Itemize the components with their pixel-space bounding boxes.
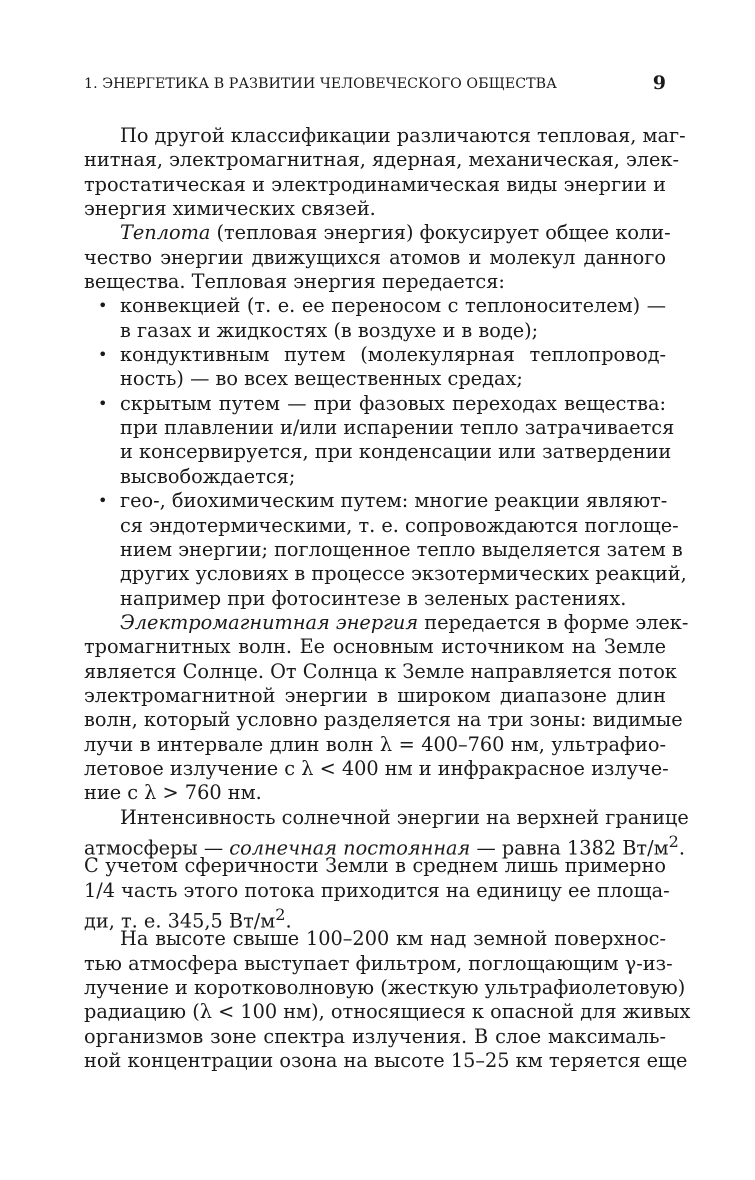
text-run: гео-, биохимическим путем: многие реакции являют-	[120, 489, 668, 513]
text-line	[84, 830, 685, 860]
text-line	[84, 392, 666, 416]
text-line	[84, 294, 666, 318]
list-item	[84, 343, 666, 392]
term-solar-constant: солнечная постоянная	[229, 836, 471, 860]
text-line: организмов зоне спектра излучения. В слое максималь-	[84, 1024, 666, 1048]
text-line: и консервируется, при конденсации или затвердении	[120, 440, 672, 464]
list-item	[84, 391, 675, 489]
bullet-icon: •	[98, 393, 108, 413]
text-line: На высоте свыше 100–200 км над земной поверхнос-	[120, 927, 666, 951]
text-run: передается в форме элек-	[418, 610, 689, 634]
text-run: конвекцией (т. е. ее переносом с теплоносителем) —	[120, 294, 666, 318]
text-line: тью атмосфера выступает фильтром, поглощающим γ-из-	[84, 951, 673, 975]
text-line	[84, 903, 666, 933]
paragraph-classification	[84, 124, 686, 221]
paragraph-solar-constant	[84, 805, 689, 933]
text-line: лучение и коротковолновую (жесткую ультрафиолетовую)	[84, 976, 686, 1000]
text-line: 1/4 часть этого потока приходится на единицу ее площа-	[84, 878, 670, 902]
text-line	[84, 343, 666, 367]
text-line: электромагнитной энергии в широком диапазоне длин	[84, 683, 666, 707]
text-run: — равна 1382 Вт/м	[470, 836, 669, 860]
list-item	[84, 489, 687, 611]
term-heat: Теплота	[120, 221, 211, 245]
text-line: например при фотосинтезе в зеленых растениях.	[120, 586, 627, 610]
text-line: в газах и жидкостях (в воздухе и в воде);	[120, 318, 539, 342]
bullet-icon: •	[98, 345, 108, 365]
text-line: нитная, электромагнитная, ядерная, механическая, элек-	[84, 148, 679, 172]
body-text	[84, 124, 691, 1073]
text-line: чество энергии движущихся атомов и молекул данного	[84, 245, 666, 269]
text-run: (тепловая энергия) фокусирует общее коли-	[210, 221, 671, 245]
text-line: С учетом сферичности Земли в среднем лишь примерно	[84, 854, 666, 878]
text-line: нием энергии; поглощенное тепло выделяется затем в	[120, 537, 683, 561]
text-line: летовое излучение с λ < 400 нм и инфракрасное излуче-	[84, 756, 669, 780]
text-line: Интенсивность солнечной энергии на верхней границе	[120, 805, 689, 829]
text-line: вещества. Тепловая энергия передается:	[84, 270, 505, 294]
paragraph-electromagnetic	[84, 610, 689, 806]
text-line: энергия химических связей.	[84, 197, 376, 221]
term-electromagnetic-energy: Электромагнитная энергия	[120, 610, 419, 634]
superscript: 2	[668, 831, 679, 851]
running-header	[84, 72, 666, 96]
text-run: атмосферы —	[84, 836, 230, 860]
text-run: .	[678, 836, 685, 860]
chapter-title: 1. ЭНЕРГЕТИКА В РАЗВИТИИ ЧЕЛОВЕЧЕСКОГО ОБЩЕСТВА	[84, 76, 557, 92]
text-line	[84, 489, 666, 513]
text-line	[84, 221, 671, 245]
superscript: 2	[275, 905, 286, 924]
text-run: скрытым путем — при фазовых переходах вещества:	[120, 391, 666, 415]
text-line: является Солнце. От Солнца к Земле направляется поток	[84, 659, 677, 683]
text-line: По другой классификации различаются тепловая, маг-	[120, 124, 686, 147]
text-line	[84, 610, 689, 635]
list-item	[84, 294, 666, 343]
text-run: кондуктивным путем (молекулярная теплопровод-	[120, 343, 666, 367]
bullet-icon: •	[98, 296, 108, 316]
paragraph-heat	[84, 221, 671, 294]
paragraph-atmosphere-filter	[84, 927, 691, 1073]
text-line: тромагнитных волн. Ее основным источником на Земле	[84, 635, 666, 659]
text-line: при плавлении и/или испарении тепло затрачивается	[120, 416, 675, 440]
text-run: .	[285, 909, 292, 933]
text-line: волн, который условно разделяется на три зоны: видимые	[84, 708, 683, 732]
text-line: радиацию (λ < 100 нм), относящиеся к опасной для живых	[84, 1000, 691, 1024]
text-line: тростатическая и электродинамическая виды энергии и	[84, 172, 666, 196]
heat-transfer-list	[84, 294, 687, 610]
text-line: лучи в интервале длин волн λ = 400–760 нм, ультрафио-	[84, 732, 666, 756]
page-number: 9	[652, 72, 666, 94]
text-line: ся эндотермическими, т. е. сопровождаются поглоще-	[120, 513, 679, 537]
text-line: других условиях в процессе экзотермических реакций,	[120, 562, 687, 586]
text-line: ной концентрации озона на высоте 15–25 км теряется еще	[84, 1049, 688, 1073]
text-run: ди, т. е. 345,5 Вт/м	[84, 909, 276, 933]
text-line: ность) — во всех вещественных средах;	[120, 367, 523, 391]
bullet-icon: •	[98, 491, 108, 511]
text-line: ние с λ > 760 нм.	[84, 781, 262, 805]
text-line: высвобождается;	[120, 464, 296, 488]
